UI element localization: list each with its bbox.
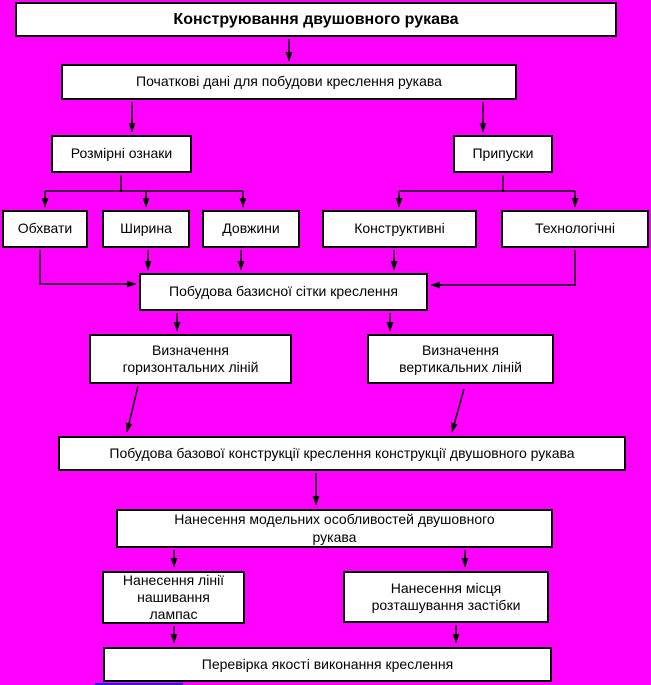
flowchart-node-vertical-lines	[367, 334, 554, 384]
flowchart-node-lengths	[202, 210, 300, 248]
node-label-line: Нанесення лінії	[122, 571, 225, 588]
node-label: Розмірні ознаки	[70, 145, 173, 162]
flowchart-node-horizontal-lines	[89, 334, 292, 384]
node-label: Ширина	[120, 220, 172, 237]
flowchart-node-base-grid	[139, 273, 428, 311]
flowchart-node-title	[15, 2, 617, 37]
flowchart-node-technological	[501, 210, 649, 248]
node-label-line: розташування застібки	[371, 597, 521, 613]
flowchart-node-initial-data	[61, 64, 517, 100]
flowchart-node-quality-check	[103, 647, 552, 682]
node-label: Припуски	[472, 145, 534, 162]
node-label-line: рукава	[312, 528, 357, 545]
connector-horyzontalni-to-bazova	[127, 386, 138, 432]
node-label-line: Визначення	[152, 341, 229, 358]
node-label: Початкові дані для побудови креслення рукава	[136, 73, 442, 90]
connector-tekhnolohichni-to-bazysna	[431, 250, 575, 285]
node-label-line: Нанесення модельних особливостей двушовного	[174, 511, 495, 528]
node-label: Обхвати	[17, 220, 73, 237]
flowchart-node-base-construction	[58, 436, 626, 471]
node-label-line: вертикальних ліній	[399, 359, 522, 375]
node-label-line: лампас	[149, 606, 198, 623]
node-label: Побудова базисної сітки креслення	[169, 283, 398, 300]
flowchart-node-constructive	[322, 210, 477, 248]
flowchart-node-size-features	[51, 135, 192, 173]
node-label: Побудова базової конструкції креслення конструкції двушовного рукава	[109, 444, 575, 461]
flowchart-node-allowances	[453, 135, 553, 173]
node-label: Довжини	[222, 220, 280, 237]
node-label-line: Нанесення місця	[390, 579, 502, 596]
flowchart-node-stripe-line	[102, 571, 245, 624]
node-label-line: горизонтальних ліній	[122, 359, 259, 375]
flowchart-node-width	[102, 210, 190, 248]
flowchart-node-fastener-place	[343, 571, 549, 623]
flowchart-node-girths	[2, 210, 88, 248]
flowchart-node-model-features	[116, 509, 553, 548]
node-label: Перевірка якості виконання креслення	[201, 655, 454, 672]
node-label-line: Визначення	[422, 341, 499, 358]
node-label: Технологічні	[535, 220, 615, 237]
connector-obkhvaty-to-bazysna	[40, 250, 136, 284]
node-label: Конструктивні	[354, 220, 445, 237]
connector-vertykalni-to-bazova	[452, 389, 464, 432]
node-label: Конструювання двушовного рукава	[173, 10, 459, 28]
node-label-line: нашивання	[137, 588, 210, 605]
